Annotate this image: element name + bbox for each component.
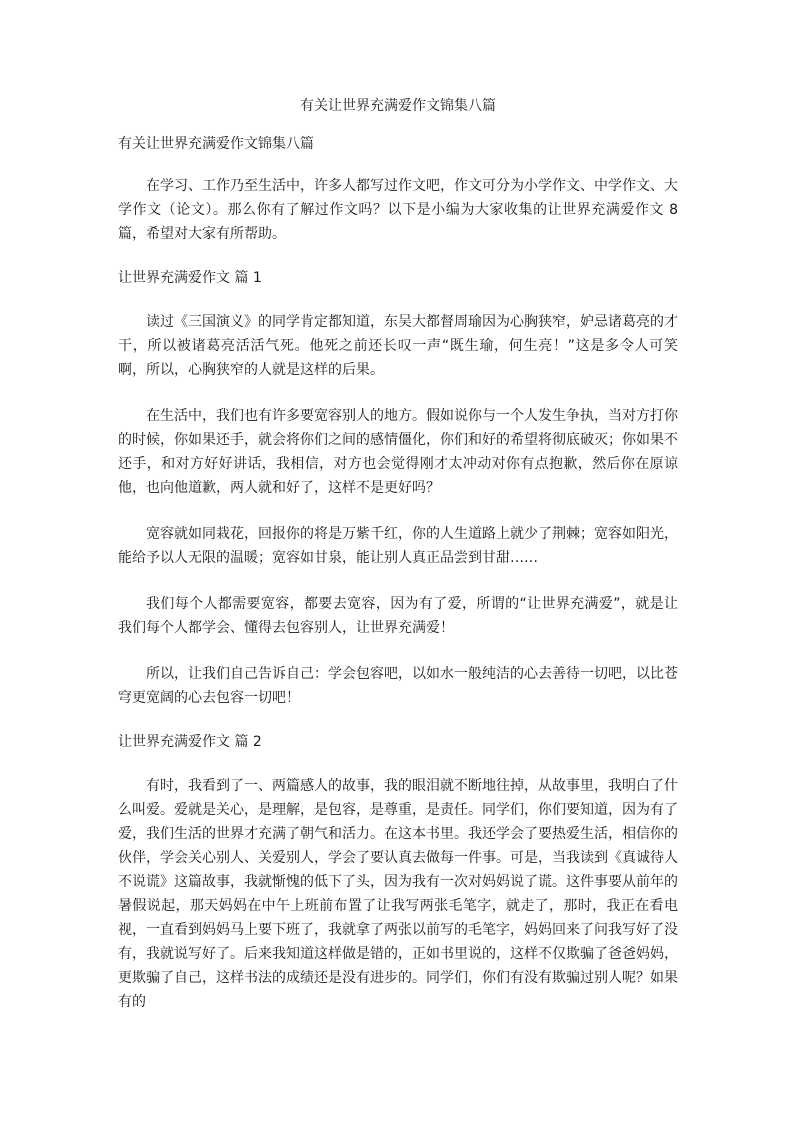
paragraph: 有时，我看到了一、两篇感人的故事，我的眼泪就不断地往掉，从故事里，我明白了什么叫爱。爱就是关心，是理解，是包容，是尊重，是责任。同学们，你们要知道，因为有了爱，我们生活的世界才充满了朝气和活力。在这本书里。我还学会了要热爱生活，相信你的伙伴，学会关心别人、关爱别人，学会了要认真去做每一件事。可是，当我读到《真诚待人不说谎》这篇故事，我就惭愧的低下了头，因为我有一次对妈妈说了谎。这件事要从前年的暑假说起，那天妈妈在中午上班前布置了让我写两张毛笔字，就走了，那时，我正在看电视，一直看到妈妈马上要下班了，我就拿了两张以前写的毛笔字，妈妈回来了问我写好了没有，我就说写好了。后来我知道这样做是错的，正如书里说的，这样不仅欺骗了爸爸妈妈，更欺骗了自己，这样书法的成绩还是没有进步的。同学们，你们有没有欺骗过别人呢？如果有的 (118, 778, 678, 1010)
intro-paragraph: 在学习、工作乃至生活中，许多人都写过作文吧，作文可分为小学作文、中学作文、大学作文（论文）。那么你有了解过作文吗？以下是小编为大家收集的让世界充满爱作文 8 篇，希望对大家有所帮助。 (118, 178, 678, 242)
section-heading-1: 让世界充满爱作文 篇 1 (118, 270, 262, 286)
paragraph: 宽容就如同栽花，回报你的将是万紫千红，你的人生道路上就少了荆棘；宽容如阳光，能给予以人无限的温暖；宽容如甘泉，能让别人真正品尝到甘甜…… (118, 526, 678, 566)
section-heading-2: 让世界充满爱作文 篇 2 (118, 734, 262, 750)
document-subtitle: 有关让世界充满爱作文锦集八篇 (118, 136, 314, 152)
paragraph: 我们每个人都需要宽容，都要去宽容，因为有了爱，所谓的“让世界充满爱”，就是让我们每个人都学会、懂得去包容别人，让世界充满爱！ (118, 596, 678, 636)
paragraph: 在生活中，我们也有许多要宽容别人的地方。假如说你与一个人发生争执，当对方打你的时候，你如果还手，就会将你们之间的感情僵化，你们和好的希望将彻底破灭；你如果不还手，和对方好好讲话，我相信，对方也会觉得刚才太冲动对你有点抱歉，然后你在原谅他，也向他道歉，两人就和好了，这样不是更好吗？ (118, 408, 678, 496)
paragraph: 读过《三国演义》的同学肯定都知道，东吴大都督周瑜因为心胸狭窄，妒忌诸葛亮的才干，所以被诸葛亮活活气死。他死之前还长叹一声“既生瑜，何生亮！”这是多令人可笑啊，所以，心胸狭窄的人就是这样的后果。 (118, 314, 678, 378)
document-page (118, 96, 678, 1036)
document-title: 有关让世界充满爱作文锦集八篇 (300, 98, 496, 114)
paragraph: 所以，让我们自己告诉自己：学会包容吧，以如水一般纯洁的心去善待一切吧，以比苍穹更宽阔的心去包容一切吧！ (118, 666, 678, 706)
